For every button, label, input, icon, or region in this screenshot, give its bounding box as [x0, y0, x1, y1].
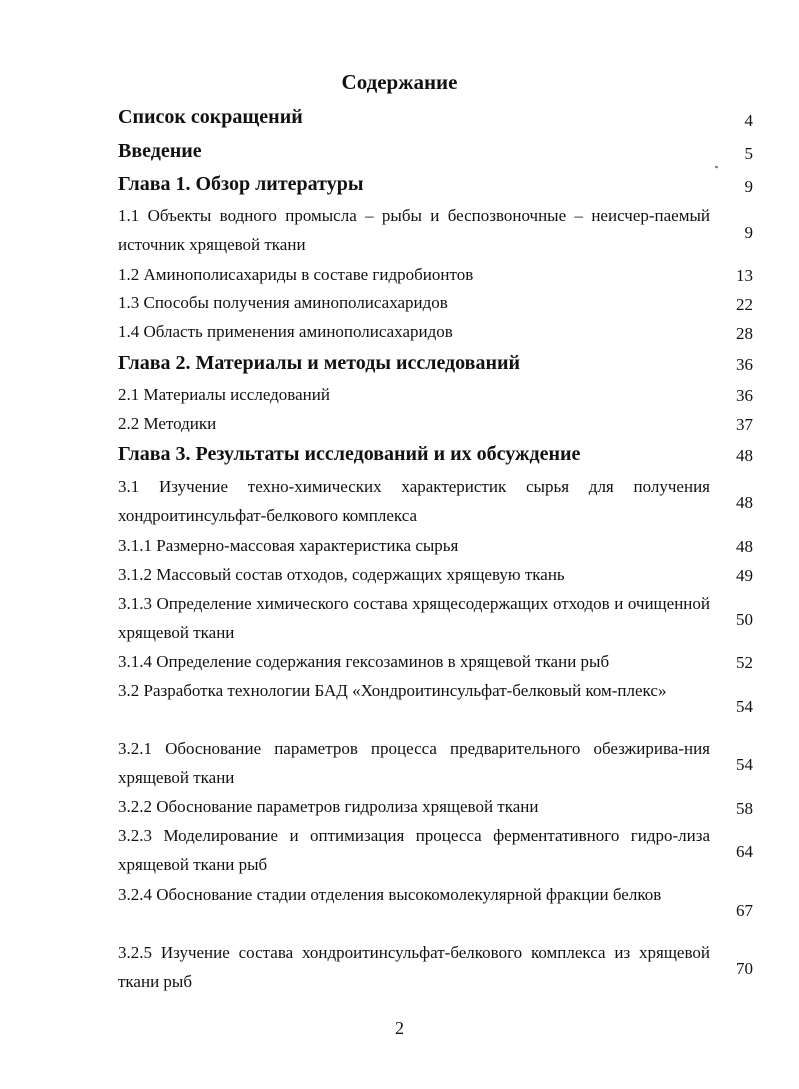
- toc-page-number: 4: [744, 111, 753, 130]
- toc-entry: 3.2.4 Обоснование стадии отделения высокомолекулярной фракции белков: [118, 885, 662, 904]
- toc-entry: 1.2 Аминополисахариды в составе гидробионтов: [118, 265, 474, 284]
- toc-page-number: 67: [736, 901, 753, 920]
- toc-page-number: 22: [736, 295, 753, 314]
- toc-page-number: 58: [736, 799, 753, 818]
- toc-entry: 3.2.3 Моделирование и оптимизация процесса ферментативного гидро-лиза хрящевой ткани рыб: [118, 826, 710, 874]
- toc-heading: Список сокращений: [118, 106, 303, 128]
- toc-entry: 2.2 Методики: [118, 414, 217, 433]
- toc-page-number: 70: [736, 959, 753, 978]
- toc-page-number: 9: [744, 177, 753, 196]
- toc-entry: 1.3 Способы получения аминополисахаридов: [118, 293, 448, 312]
- toc-page-number: 64: [736, 842, 753, 861]
- toc-entry: 1.1 Объекты водного промысла – рыбы и беспозвоночные – неисчер-паемый источник хрящевой ткани: [118, 206, 710, 254]
- toc-entry: 3.2.5 Изучение состава хондроитинсульфат-белкового комплекса из хрящевой ткани рыб: [118, 943, 710, 991]
- toc-entry: 3.1.1 Размерно-массовая характеристика сырья: [118, 536, 459, 555]
- toc-page-number: 36: [736, 386, 753, 405]
- toc-entry: 1.4 Область применения аминополисахаридов: [118, 322, 453, 341]
- toc-page-number: 36: [736, 355, 753, 374]
- toc-heading: Глава 2. Материалы и методы исследований: [118, 352, 521, 374]
- toc-heading: Глава 1. Обзор литературы: [118, 173, 364, 195]
- toc-page-number: 5: [744, 144, 753, 163]
- toc-entry: 3.1.4 Определение содержания гексозаминов в хрящевой ткани рыб: [118, 652, 610, 671]
- toc-page-number: 50: [736, 610, 753, 629]
- toc-page-number: 54: [736, 755, 753, 774]
- toc-page-number: 54: [736, 697, 753, 716]
- toc-heading: Введение: [118, 140, 202, 162]
- toc-entry: 3.1.2 Массовый состав отходов, содержащих хрящевую ткань: [118, 565, 565, 584]
- toc-page-number: 9: [744, 223, 753, 242]
- toc-entry: 3.2 Разработка технологии БАД «Хондроитинсульфат-белковый ком-плекс»: [118, 681, 667, 700]
- toc-heading: Глава 3. Результаты исследований и их обсуждение: [118, 443, 581, 465]
- toc-page-number: 48: [736, 493, 753, 512]
- toc-page-number: 48: [736, 446, 753, 465]
- toc-page-number: 28: [736, 324, 753, 343]
- toc-page-number: 37: [736, 415, 753, 434]
- toc-entry: 3.1 Изучение техно-химических характеристик сырья для получения хондроитинсульфат-белкового комплекса: [118, 477, 710, 525]
- toc-page-number: 52: [736, 653, 753, 672]
- toc-entry: 3.1.3 Определение химического состава хрящесодержащих отходов и очищенной хрящевой ткани: [118, 594, 710, 642]
- toc-page-number: 49: [736, 566, 753, 585]
- toc-page-number: 48: [736, 537, 753, 556]
- footer-page-number: 2: [395, 1018, 404, 1038]
- page-title: Содержание: [341, 70, 458, 94]
- toc-page-number: 13: [736, 266, 753, 285]
- toc-entry: 2.1 Материалы исследований: [118, 385, 330, 404]
- scan-speck: [715, 165, 719, 168]
- toc-entry: 3.2.2 Обоснование параметров гидролиза хрящевой ткани: [118, 797, 539, 816]
- toc-entry: 3.2.1 Обоснование параметров процесса предварительного обезжирива-ния хрящевой ткани: [118, 739, 710, 787]
